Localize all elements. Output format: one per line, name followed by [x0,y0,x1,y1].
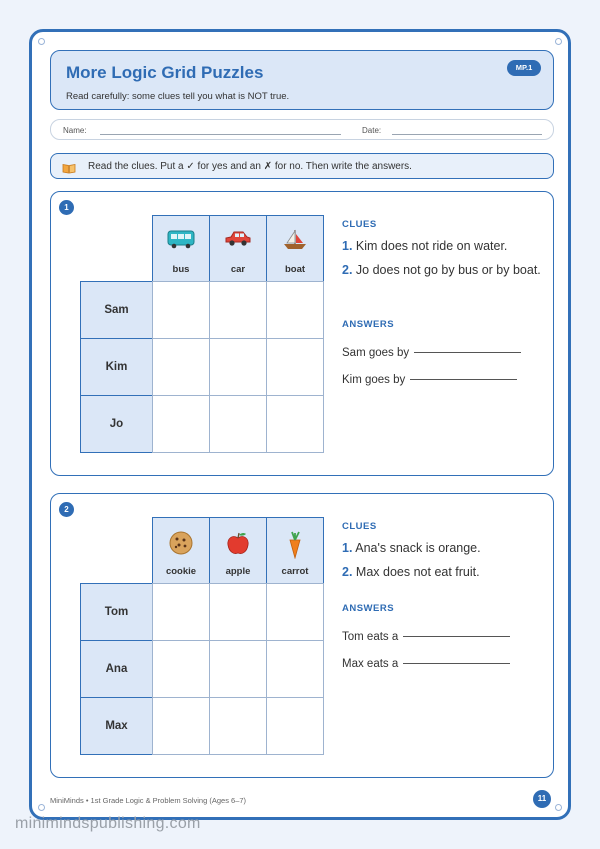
answers-heading: ANSWERS [342,319,395,330]
answer-prompt: Tom eats a [342,631,399,643]
grid-cell[interactable] [209,640,267,698]
clue-number: 2. [342,263,353,277]
page-title: More Logic Grid Puzzles [66,63,264,82]
car-icon [210,229,266,254]
grid-cell[interactable] [266,395,324,453]
column-header-bus [152,215,210,282]
page-number: 11 [533,790,551,808]
clues-panel [342,219,542,279]
grid-cell[interactable] [209,395,267,453]
apple-icon [210,531,266,562]
answer-line [342,347,542,359]
grid-cell[interactable] [266,338,324,396]
name-label: Name: [63,126,87,135]
clue-item [342,237,542,255]
clue-number: 1. [342,541,353,555]
clues-panel [342,521,542,581]
carrot-icon [267,531,323,564]
grid-cell[interactable] [209,583,267,641]
bus-icon [153,229,209,254]
answer-blank[interactable] [414,352,521,353]
corner-dot [555,804,562,811]
column-label: bus [172,264,190,275]
puzzle-2 [50,493,554,778]
corner-dot [38,804,45,811]
watermark: minimindspublishing.com [15,815,201,832]
grid-cell[interactable] [266,281,324,339]
grid-cell[interactable] [209,281,267,339]
answers-heading: ANSWERS [342,603,395,614]
cookie-icon [153,531,209,560]
grid-cell[interactable] [209,338,267,396]
grid-cell[interactable] [152,338,210,396]
grid-cell[interactable] [266,697,324,755]
column-label: car [230,264,246,275]
grid-cell[interactable] [152,281,210,339]
clue-text: Kim does not ride on water. [355,239,508,253]
clue-text: Jo does not go by bus or by boat. [355,263,541,277]
puzzle-1 [50,191,554,476]
book-icon [62,161,76,179]
answer-prompt: Kim goes by [342,374,406,386]
grid-cell[interactable] [152,697,210,755]
row-header-sam: Sam [80,281,153,339]
page-subtitle: Read carefully: some clues tell you what is NOT true. [66,91,290,102]
grid-cell[interactable] [152,583,210,641]
row-header-jo: Jo [80,395,153,453]
answer-line [342,374,542,386]
row-header-ana: Ana [80,640,153,698]
answer-blank[interactable] [403,636,510,637]
clues-heading: CLUES [342,521,377,532]
answer-blank[interactable] [403,663,510,664]
corner-dot [38,38,45,45]
puzzle-number: 2 [59,502,74,517]
title-banner [50,50,554,110]
answer-line [342,631,542,643]
footer-text: MiniMinds • 1st Grade Logic & Problem Solving (Ages 6–7) [50,796,247,805]
clue-text: Ana's snack is orange. [355,541,481,555]
answers-panel [342,603,542,670]
row-header-kim: Kim [80,338,153,396]
answer-line [342,658,542,670]
puzzle-number: 1 [59,200,74,215]
clue-item [342,261,542,279]
name-date-bar [50,119,554,140]
clues-heading: CLUES [342,219,377,230]
grid-cell[interactable] [152,395,210,453]
answers-panel [342,319,542,386]
column-header-carrot [266,517,324,584]
sailboat-icon [267,229,323,256]
column-label: cookie [165,566,197,577]
clue-item [342,539,542,557]
grid-cell[interactable] [266,583,324,641]
answer-prompt: Sam goes by [342,347,410,359]
instructions-box [50,153,554,179]
column-header-car [209,215,267,282]
worksheet-page [29,29,571,820]
column-header-apple [209,517,267,584]
standard-badge: MP.1 [507,60,541,76]
answer-prompt: Max eats a [342,658,399,670]
instructions-text: Read the clues. Put a ✓ for yes and an ✗ for no. Then write the answers. [88,161,412,172]
column-header-boat [266,215,324,282]
clue-text: Max does not eat fruit. [355,565,480,579]
date-label: Date: [362,126,382,135]
grid-cell[interactable] [209,697,267,755]
column-label: apple [225,566,251,577]
corner-dot [555,38,562,45]
name-field[interactable] [100,134,341,135]
row-header-max: Max [80,697,153,755]
grid-cell[interactable] [152,640,210,698]
answer-blank[interactable] [410,379,517,380]
date-field[interactable] [392,134,542,135]
column-label: boat [284,264,306,275]
column-header-cookie [152,517,210,584]
column-label: carrot [281,566,309,577]
clue-number: 2. [342,565,353,579]
grid-cell[interactable] [266,640,324,698]
clue-number: 1. [342,239,353,253]
clue-item [342,563,542,581]
row-header-tom: Tom [80,583,153,641]
